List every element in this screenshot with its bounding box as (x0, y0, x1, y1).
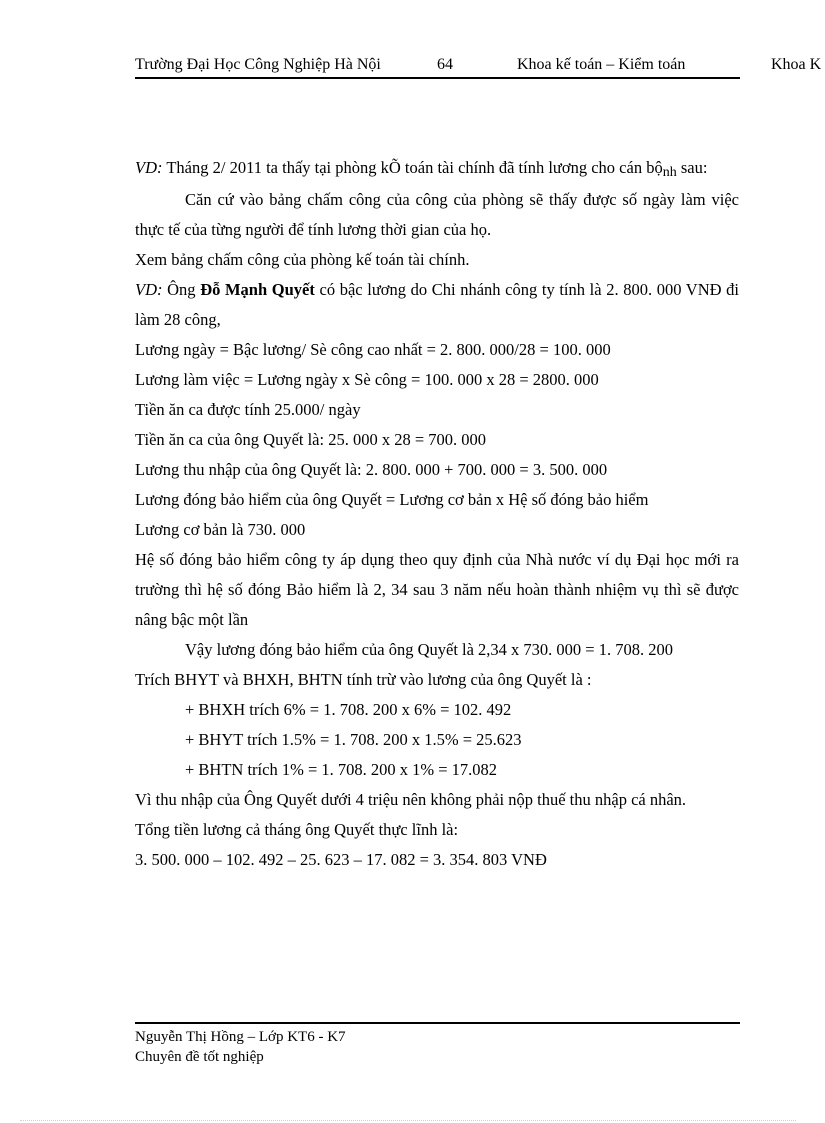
line-meal-allowance: Tiền ăn ca của ông Quyết là: 25. 000 x 28 = 700. 000 (135, 430, 487, 449)
employee-name: Đỗ Mạnh Quyết (200, 280, 315, 299)
paragraph-example-intro (135, 153, 739, 185)
line-base-salary: Lương cơ bản là 730. 000 (135, 520, 306, 539)
paragraph-net-pay-intro: Tổng tiền lương cả tháng ông Quyết thực lĩnh là: (135, 820, 459, 839)
paragraph-deductions-intro: Trích BHYT và BHXH, BHTN tính trừ vào lương của ông Quyết là : (135, 670, 592, 689)
header-page-number: 64 (437, 56, 453, 73)
example-intro-end: sau: (676, 158, 708, 177)
line-daily-wage: Lương ngày = Bậc lương/ Sè công cao nhất = 2. 800. 000/28 = 100. 000 (135, 340, 611, 359)
header-faculty-overflow: Khoa K (771, 56, 822, 73)
line-bhxh-deduction: + BHXH trích 6% = 1. 708. 200 x 6% = 102. 492 (185, 700, 512, 719)
line-net-pay-calculation: 3. 500. 000 – 102. 492 – 25. 623 – 17. 082 = 3. 354. 803 VNĐ (135, 850, 547, 869)
page-bottom-edge (20, 1120, 796, 1121)
paragraph-timesheet-basis: Căn cứ vào bảng chấm công của công của phòng sẽ thấy được số ngày làm việc thực tế của từng người để tính lương thời gian của họ. (135, 190, 739, 239)
line-bhtn-deduction: + BHTN trích 1% = 1. 708. 200 x 1% = 17.082 (185, 760, 498, 779)
paragraph-see-timesheet: Xem bảng chấm công của phòng kế toán tài chính. (135, 250, 470, 269)
footer-author: Nguyễn Thị Hồng – Lớp KT6 - K7 (135, 1029, 346, 1045)
line-insurance-formula: Lương đóng bảo hiểm của ông Quyết = Lương cơ bản x Hệ số đóng bảo hiểm (135, 490, 649, 509)
line-bhyt-deduction: + BHYT trích 1.5% = 1. 708. 200 x 1.5% = 25.623 (185, 730, 522, 749)
line-meal-rate: Tiền ăn ca được tính 25.000/ ngày (135, 400, 361, 419)
page-body (135, 153, 739, 875)
example-intro-text: Tháng 2/ 2011 ta thấy tại phòng kÕ toán tài chính đã tính lương cho cán bộ (162, 158, 663, 177)
example-label: VD: (135, 158, 163, 177)
paragraph-insurance-wage: Vậy lương đóng bảo hiểm của ông Quyết là 2,34 x 730. 000 = 1. 708. 200 (185, 640, 673, 659)
example-label-2: VD: (135, 280, 163, 299)
page-footer (135, 1027, 346, 1067)
header-faculty: Khoa kế toán – Kiểm toán (517, 56, 686, 73)
footer-document-title: Chuyên đề tốt nghiệp (135, 1049, 264, 1065)
example-intro-small-text: nh (662, 165, 677, 180)
line-working-wage: Lương làm việc = Lương ngày x Sè công = 100. 000 x 28 = 2800. 000 (135, 370, 599, 389)
footer-divider (135, 1022, 740, 1024)
paragraph-tax-note: Vì thu nhập của Ông Quyết dưới 4 triệu nên không phải nộp thuế thu nhập cá nhân. (135, 790, 687, 809)
example-employee-post: có bậc lương do Chi nhánh công ty tính là 2. 800. 000 VNĐ đi làm 28 công, (135, 280, 740, 329)
example-employee-pre: Ông (162, 280, 201, 299)
line-total-income: Lương thu nhập của ông Quyết là: 2. 800. 000 + 700. 000 = 3. 500. 000 (135, 460, 608, 479)
page-header (135, 56, 825, 78)
header-divider (135, 77, 740, 79)
paragraph-example-employee (135, 275, 739, 335)
header-school-name: Trường Đại Học Công Nghiệp Hà Nội (135, 56, 381, 73)
paragraph-insurance-coefficient: Hệ số đóng bảo hiểm công ty áp dụng theo quy định của Nhà nước ví dụ Đại học mới ra trường thì hệ số đóng Bảo hiểm là 2, 34 sau 3 năm nếu hoàn thành nhiệm vụ thì sẽ được nâng bậc một lần (135, 550, 739, 629)
